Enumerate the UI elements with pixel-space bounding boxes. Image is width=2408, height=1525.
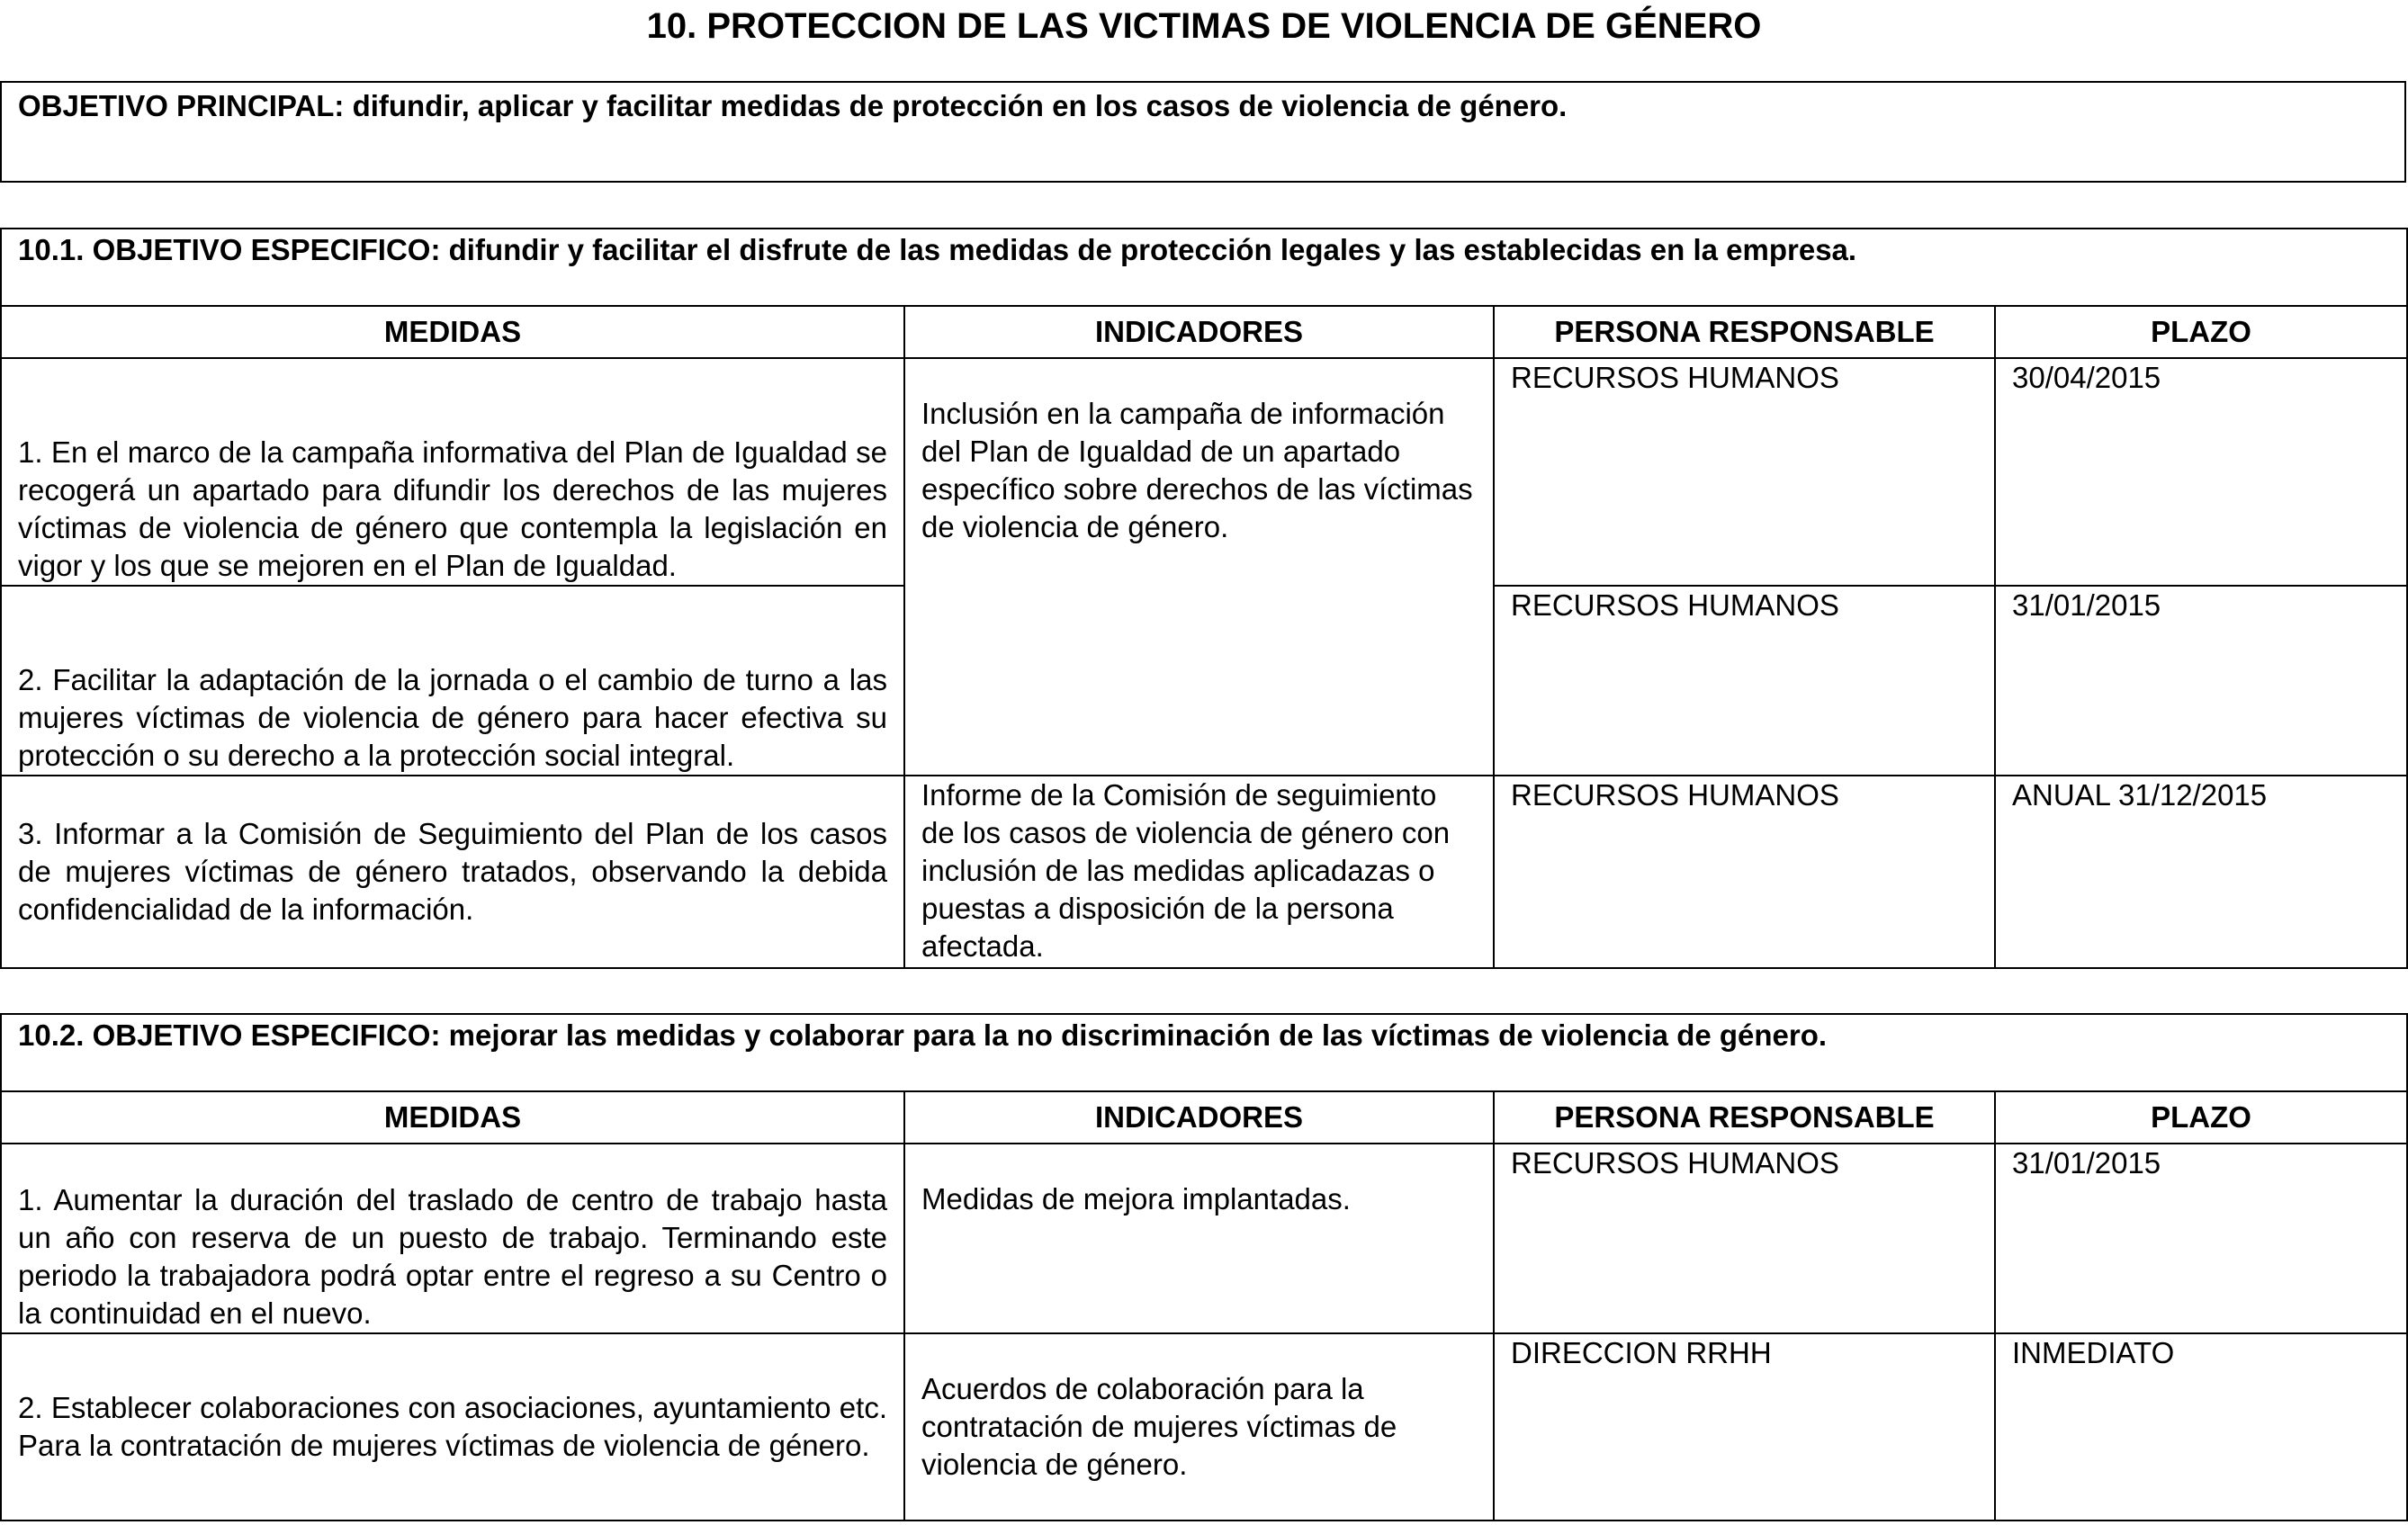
section-1-heading: 10.1. OBJETIVO ESPECIFICO: difundir y facilitar el disfrute de las medidas de protección legales y las establecidas en la empresa. xyxy=(1,229,2407,306)
objetivo-principal-text: OBJETIVO PRINCIPAL: difundir, aplicar y facilitar medidas de protección en los casos de violencia de género. xyxy=(18,89,1568,122)
header-responsable: PERSONA RESPONSABLE xyxy=(1494,306,1995,358)
page-title: 10. PROTECCION DE LAS VICTIMAS DE VIOLENCIA DE GÉNERO xyxy=(646,6,1762,46)
table-row xyxy=(1,776,2407,968)
responsable-cell: DIRECCION RRHH xyxy=(1494,1333,1995,1521)
medida-cell: 1. Aumentar la duración del traslado de centro de trabajo hasta un año con reserva de un puesto de trabajo. Terminando este periodo la trabajadora podrá optar entre el regreso a su Centro o la continuidad en el nuevo. xyxy=(1,1144,904,1333)
section-1-table xyxy=(0,228,2408,969)
section-2-heading: 10.2. OBJETIVO ESPECIFICO: mejorar las medidas y colaborar para la no discriminación de las víctimas de violencia de género. xyxy=(1,1014,2407,1091)
indicador-cell: Informe de la Comisión de seguimiento de los casos de violencia de género con inclusión de las medidas aplicadazas o puestas a disposición de la persona afectada. xyxy=(904,776,1494,968)
plazo-cell: INMEDIATO xyxy=(1995,1333,2407,1521)
header-medidas: MEDIDAS xyxy=(1,306,904,358)
header-medidas: MEDIDAS xyxy=(1,1091,904,1144)
header-plazo: PLAZO xyxy=(1995,306,2407,358)
section-2-table xyxy=(0,1013,2408,1521)
indicador-cell: Acuerdos de colaboración para la contratación de mujeres víctimas de violencia de género. xyxy=(904,1333,1494,1521)
responsable-cell: RECURSOS HUMANOS xyxy=(1494,1144,1995,1333)
medida-cell: 3. Informar a la Comisión de Seguimiento del Plan de los casos de mujeres víctimas de género tratados, observando la debida confidencialidad de la información. xyxy=(1,776,904,968)
table-row xyxy=(1,358,2407,586)
plazo-cell: ANUAL 31/12/2015 xyxy=(1995,776,2407,968)
responsable-cell: RECURSOS HUMANOS xyxy=(1494,776,1995,968)
indicador-cell: Medidas de mejora implantadas. xyxy=(904,1144,1494,1333)
header-responsable: PERSONA RESPONSABLE xyxy=(1494,1091,1995,1144)
header-indicadores: INDICADORES xyxy=(904,306,1494,358)
plazo-cell: 31/01/2015 xyxy=(1995,586,2407,776)
medida-cell: 2. Establecer colaboraciones con asociaciones, ayuntamiento etc. Para la contratación de mujeres víctimas de violencia de género. xyxy=(1,1333,904,1521)
header-indicadores: INDICADORES xyxy=(904,1091,1494,1144)
responsable-cell: RECURSOS HUMANOS xyxy=(1494,358,1995,586)
plazo-cell: 31/01/2015 xyxy=(1995,1144,2407,1333)
plazo-cell: 30/04/2015 xyxy=(1995,358,2407,586)
objetivo-principal-box xyxy=(0,81,2406,183)
responsable-cell: RECURSOS HUMANOS xyxy=(1494,586,1995,776)
medida-cell: 1. En el marco de la campaña informativa del Plan de Igualdad se recogerá un apartado para difundir los derechos de las mujeres víctimas de violencia de género que contempla la legislación en vigor y los que se mejoren en el Plan de Igualdad. xyxy=(1,358,904,586)
table-row xyxy=(1,1333,2407,1521)
medida-cell: 2. Facilitar la adaptación de la jornada o el cambio de turno a las mujeres víctimas de violencia de género para hacer efectiva su protección o su derecho a la protección social integral. xyxy=(1,586,904,776)
header-plazo: PLAZO xyxy=(1995,1091,2407,1144)
indicador-cell: Inclusión en la campaña de información del Plan de Igualdad de un apartado específico sobre derechos de las víctimas de violencia de género. xyxy=(904,358,1494,776)
table-row xyxy=(1,1144,2407,1333)
